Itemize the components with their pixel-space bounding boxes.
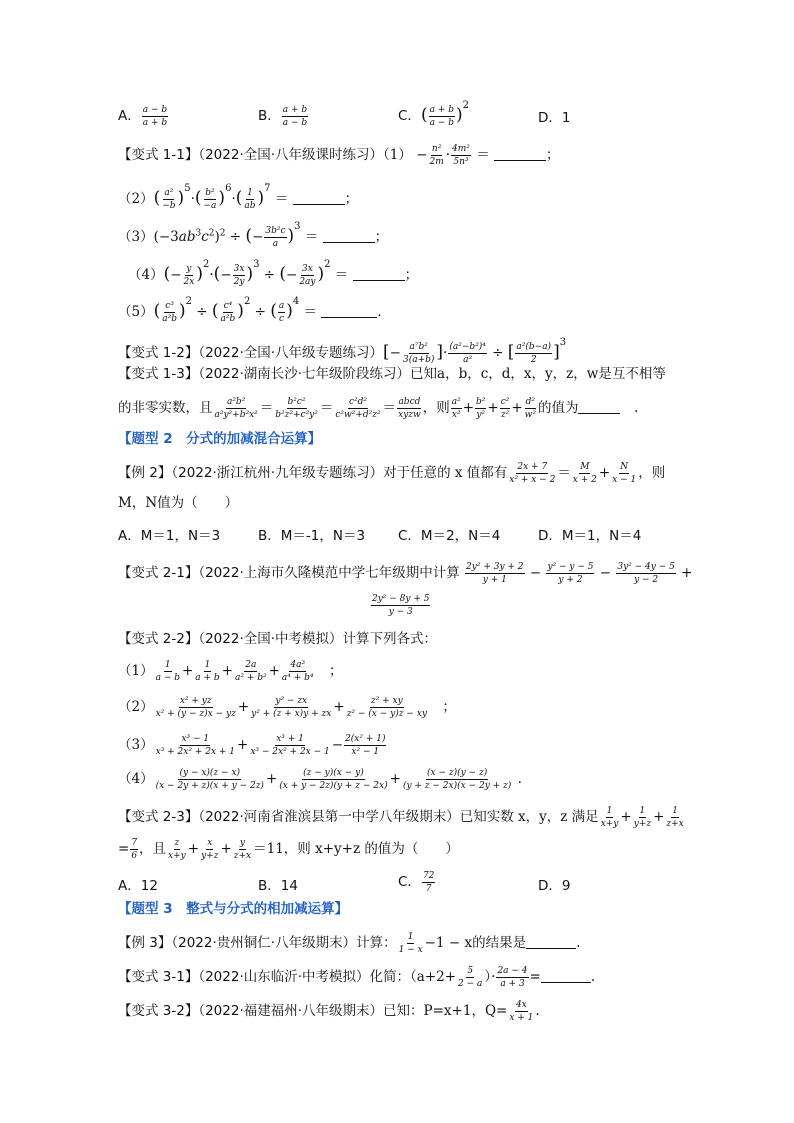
variant-2-2-part4: （4） $\frac{(y - x)(z - x)}{(x - 2y + z)(x + y - 2z)}$ + $\frac{(z - y)(x - y)}{(x + y - 2z)(y + z - 2x)}$ + $\frac{(x - z)(y - z)}{(y + z - 2x)(x - 2y + z)}$ . [118,768,522,791]
variant-2-2-part2: （2） $\frac{\text{x² + yz}}{\text{x² + (y − z)x − yz}}$ + $\frac{\text{y² − zx}}{\text{y² + (z + x)y + zx}}$ + $\frac{\text{z² + xy}}{\text{z² − (x − y)z − xy}}$ ； [118,696,456,719]
variant-3-2: 【变式 3-2】（2022·福建福州·八年级期末）已知：P=x+1，Q= $\frac{4x}{x + 1}$ . [118,1000,540,1023]
v23-option-a: A．12 [118,878,158,894]
variant-3-1: 【变式 3-1】（2022·山东临沂·中考模拟）化简：（a+2+ $\frac{5}{2 - a}$ ）· $\frac{2a - 4}{a + 3}$ = . [118,966,596,989]
variant-1-1-part4: （4）(− $\frac{y}{2x}$ )$^2$·(− $\frac{3x}{2y}$ )$^3$ ÷ (− $\frac{3x}{2ay}$ )$^2$ ＝ ； [128,259,419,287]
ex2-option-a: A．M＝1，N＝3 [118,528,221,544]
variant-2-3: 【变式 2-3】（2022·河南省淮滨县第一中学八年级期末）已知实数 x，y，z 满足 $\frac{1}{x+y}$ + $\frac{1}{y+z}$ + $\frac{1}{z+x}$ [118,806,684,829]
example-3: 【例 3】（2022·贵州铜仁·八年级期末）计算： $\frac{1}{1 - x}$ −1 − x的结果是 . [118,932,581,955]
variant-1-1-part2: （2）( $\frac{\text{a²}}{-b}$ )$^5$·( $\frac{\text{b²}}{-a}$ )$^6$·( $\frac{1}{ab}$ )$^7$ ＝ ； [118,183,359,211]
ex2-option-b: B．M＝-1，N＝3 [258,528,366,544]
v23-option-c: C． $\frac{72}{7}$ [398,871,435,894]
q0-option-b: B． $\frac{a + b}{a - b}$ [258,105,308,128]
example-2-line2: M，N值为（ ） [118,495,239,511]
variant-2-1-cont: $\frac{\text{2y² − 8y + 5}}{y - 3}$ [372,594,430,617]
variant-2-2-part3: （3） $\frac{\text{x³ − 1}}{\text{x³ + 2x² + 2x + 1}}$ + $\frac{\text{x³ + 1}}{\text{x³ − 2x² + 2x − 1}}$ − $\frac{\text{2(x² + 1)}}{\text{x² − 1}}$ [118,734,386,757]
q0-option-c: C．( $\frac{a + b}{a - b}$ )$^2$ [398,100,469,128]
variant-1-1: 【变式 1-1】（2022·全国·八年级课时练习）（1） − $\frac{\text{n²}}{2m}$ · $\frac{\text{4m²}}{\text{5n³}}$ ＝ ； [118,144,560,167]
example-2: 【例 2】（2022·浙江杭州·九年级专题练习）对于任意的 x 值都有 $\frac{2x + 7}{\text{x² + x − 2}}$ ＝ $\frac{M}{x + 2}$ + $\frac{N}{x - 1}$ ，则 [118,462,666,485]
variant-2-2: 【变式 2-2】（2022·全国·中考模拟）计算下列各式： [118,631,438,647]
variant-2-1: 【变式 2-1】（2022·上海市久隆模范中学七年级期中计算 $\frac{\text{2y² + 3y + 2}}{y + 1}$ − $\frac{\text{y² − y − 5}}{y + 2}$ − $\frac{\text{3y² − 4y − 5}}{y - 2}$ + [118,562,693,585]
ex2-option-c: C．M＝2，N＝4 [398,528,501,544]
v23-option-d: D．9 [538,878,571,894]
variant-1-1-part5: （5）( $\frac{\text{c³}}{\text{a²b}}$ )$^2$ ÷ ( $\frac{\text{c⁴}}{\text{a²b}}$ )$^2$ ÷ ( $\frac{a}{c}$ )$^4$ ＝ ． [118,296,391,324]
v23-option-b: B．14 [258,878,298,894]
variant-1-3-line2: 的非零实数，且 $\frac{\text{a²b²}}{\text{a²y²+b²x²}}$ ＝ $\frac{\text{b²c²}}{\text{b²z²+c²y²}}$ ＝ $\frac{\text{c²d²}}{\text{c²w²+d²z²}}$ ＝ abcd xyzw ，则 $\frac{\text{a²}}{\text{x²}}$ + $\frac{\text{b²}}{\text{y²}}$ + $\frac{\text{c²}}{\text{z²}}$ + $\frac{\text{d²}}{\text{w²}}$ 的值为 . [118,397,639,420]
variant-1-2: 【变式 1-2】（2022·全国·八年级专题练习）[− $\frac{\text{a⁷b²}}{3(a+b)}$ ]· $\frac{\text{(a²−b²)⁴}}{\text{a²}}$ ÷ [ $\frac{\text{a²(b−a)}}{2}$ ]$^3$ [118,337,567,365]
variant-2-2-part1: （1） $\frac{1}{a - b}$ + $\frac{1}{a + b}$ + $\frac{2a}{\text{a² + b²}}$ + $\frac{\text{4a³}}{\text{a⁴ + b⁴}}$ ； [118,660,343,683]
variant-2-3-line2: = $\frac{7}{6}$ ，且 $\frac{z}{x+y}$ + $\frac{x}{y+z}$ + $\frac{y}{z+x}$ ＝11，则 x+y+z 的值为（ ） [118,838,459,861]
section-heading-2: 【题型 2 分式的加减混合运算】 [118,431,322,447]
variant-1-3: 【变式 1-3】（2022·湖南长沙·七年级阶段练习）已知a，b，c，d，x，y，z，w是互不相等 [118,366,666,382]
variant-1-1-part3: $(3)(-3ab^3c^2)^2$ ÷ (− $\frac{\text{3b²c}}{a}$ )$^3$ ＝ ； [118,221,389,249]
q0-option-a: A． $\frac{a - b}{a + b}$ [118,105,168,128]
section-heading-3: 【题型 3 整式与分式的相加减运算】 [118,901,349,917]
q0-option-d: D．1 [538,110,571,126]
ex2-option-d: D．M＝1，N＝4 [538,528,642,544]
